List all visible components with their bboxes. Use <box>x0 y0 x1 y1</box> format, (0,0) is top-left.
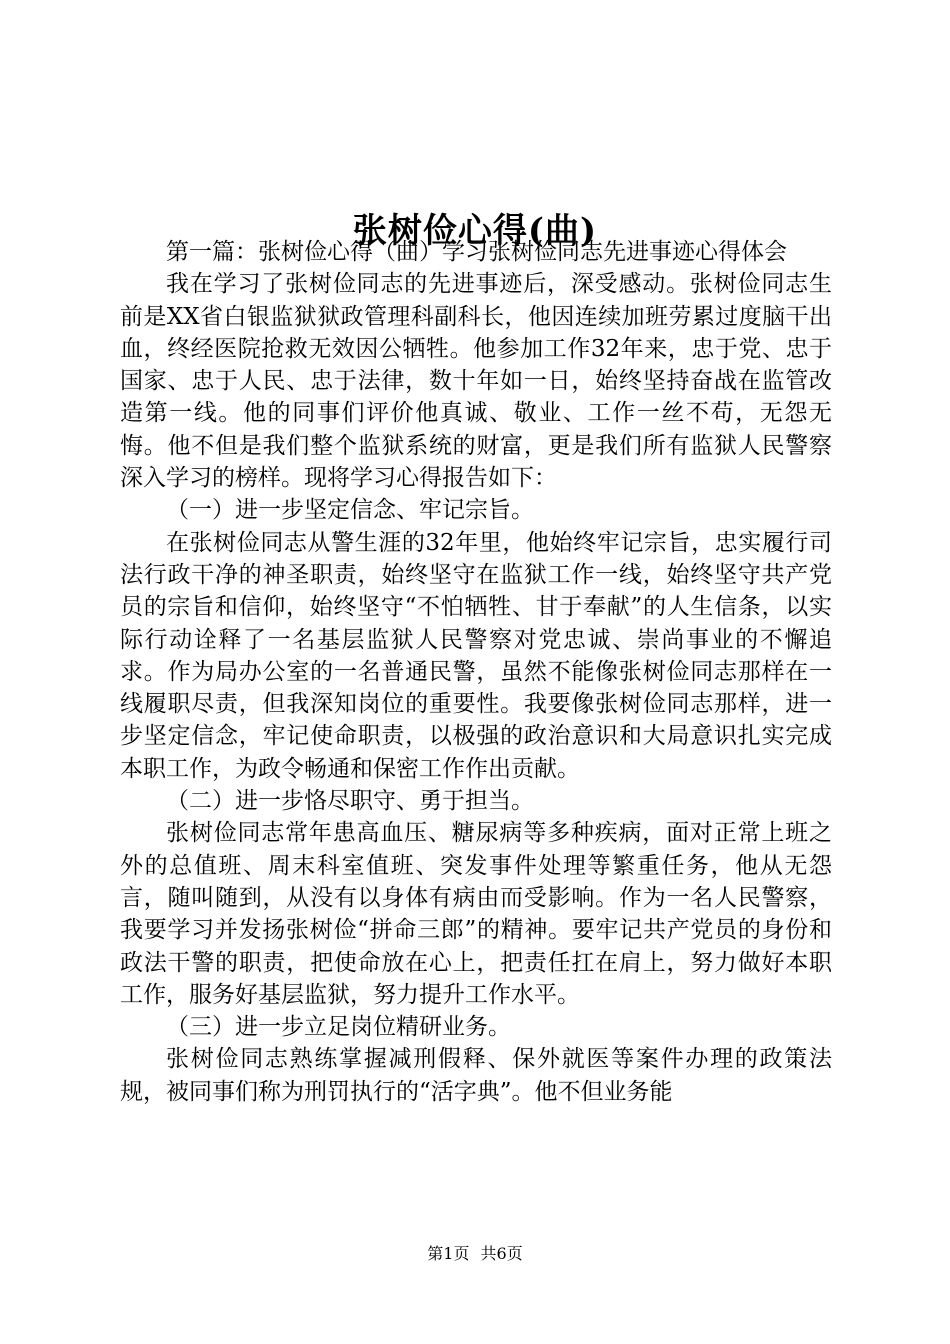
paragraph: 张树俭同志熟练掌握减刑假释、保外就医等案件办理的政策法规，被同事们称为刑罚执行的“活字典”。他不但业务能 <box>120 1046 832 1105</box>
section-heading: （三）进一步立足岗位精研业务。 <box>166 1014 511 1041</box>
page-footer <box>0 1243 950 1265</box>
document-body <box>120 236 832 1108</box>
section-heading: （二）进一步恪尽职守、勇于担当。 <box>166 788 534 815</box>
paragraph: 我在学习了张树俭同志的先进事迹后，深受感动。张树俭同志生前是XX省白银监狱狱政管理科副科长，他因连续加班劳累过度脑干出血，终经医院抢救无效因公牺牲。他参加工作32年来，忠于党、忠于国家、忠于人民、忠于法律，数十年如一日，始终坚持奋战在监管改造第一线。他的同事们评价他真诚、敬业、工作一丝不苟，无怨无悔。他不但是我们整个监狱系统的财富，更是我们所有监狱人民警察深入学习的榜样。现将学习心得报告如下： <box>120 271 832 492</box>
paragraph-heading: 第一篇：张树俭心得（曲）学习张树俭同志先进事迹心得体会 <box>166 239 787 265</box>
paragraph: 在张树俭同志从警生涯的32年里，他始终牢记宗旨，忠实履行司法行政干净的神圣职责，始终坚守在监狱工作一线，始终坚守共产党员的宗旨和信仰，始终坚守“不怕牺牲、甘于奉献”的人生信条，以实际行动诠释了一名基层监狱人民警察对党忠诚、崇尚事业的不懈追求。作为局办公室的一名普通民警，虽然不能像张树俭同志那样在一线履职尽责，但我深知岗位的重要性。我要像张树俭同志那样，进一步坚定信念，牢记使命职责，以极强的政治意识和大局意识扎实完成本职工作，为政令畅通和保密工作作出贡献。 <box>120 529 832 782</box>
document-title: 张树俭心得(曲) <box>352 210 598 251</box>
page-number: 第1页 <box>427 1244 470 1263</box>
page-total: 共6页 <box>480 1244 523 1263</box>
section-heading: （一）进一步坚定信念、牢记宗旨。 <box>166 497 534 524</box>
paragraph: 张树俭同志常年患高血压、糖尿病等多种疾病，面对正常上班之外的总值班、周末科室值班、突发事件处理等繁重任务，他从无怨言，随叫随到，从没有以身体有病由而受影响。作为一名人民警察，我要学习并发扬张树俭“拼命三郎”的精神。要牢记共产党员的身份和政法干警的职责，把使命放在心上，把责任扛在肩上，努力做好本职工作，服务好基层监狱，努力提升工作水平。 <box>120 820 832 1008</box>
